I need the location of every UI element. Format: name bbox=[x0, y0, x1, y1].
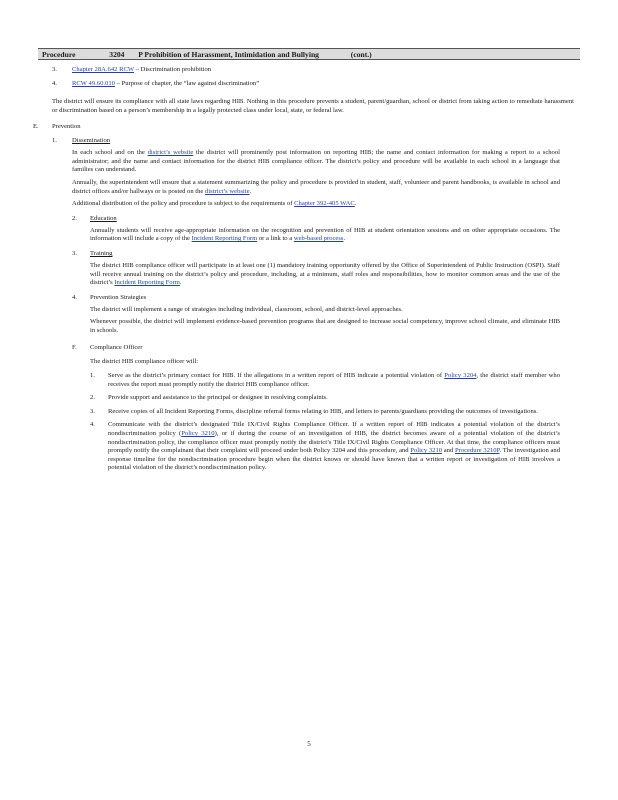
strategies-paragraph-2: Whenever possible, the district will implement evidence-based prevention programs that are designed to increase social competency, improve school climate, and eliminate HIB in schools. bbox=[90, 318, 560, 334]
district-website-link-2[interactable]: district’s website bbox=[205, 187, 250, 195]
list-number: 3. bbox=[52, 66, 57, 73]
list-item bbox=[0, 394, 618, 403]
rcw-49-link[interactable]: RCW 49.60.010 bbox=[72, 80, 115, 87]
policy-3204-link[interactable]: Policy 3204 bbox=[444, 372, 477, 380]
policy-3210-link[interactable]: Policy 3210 bbox=[181, 430, 215, 438]
section-title: Compliance Officer bbox=[90, 343, 143, 351]
section-letter: E. bbox=[33, 123, 39, 131]
list-number: 1. bbox=[90, 372, 95, 380]
subsection-heading bbox=[0, 137, 618, 149]
education-paragraph: Annually students will receive age-appropriate information on the recognition and prevention of HIB at student orientation sessions and on other appropriate occasions. The information will include a copy of the Incident Reporting Form or a link to a web-based process. bbox=[90, 226, 560, 243]
list-text: Receive copies of all Incident Reporting Forms, discipline referral forms relating to HIB, and letters to parents/guardians providing the outcomes of investigations. bbox=[108, 407, 538, 415]
procedure-title: Prohibition of Harassment, Intimidation and Bullying bbox=[144, 50, 319, 59]
compliance-officer-intro: The district HIB compliance officer will: bbox=[90, 357, 199, 365]
list-text: – Discrimination prohibition bbox=[133, 66, 212, 73]
subsection-number: 4. bbox=[72, 293, 77, 301]
section-title: Prevention bbox=[52, 123, 81, 131]
section-e-heading bbox=[0, 123, 618, 137]
subsection-title: Dissemination bbox=[72, 137, 111, 145]
list-item bbox=[0, 372, 618, 389]
list-text: – Purpose of chapter, the “law against discrimination” bbox=[114, 80, 260, 87]
page-number: 5 bbox=[307, 740, 311, 748]
subsection-heading bbox=[0, 215, 618, 227]
web-based-process-link[interactable]: web-based process bbox=[293, 235, 344, 243]
list-number: 4. bbox=[90, 421, 95, 429]
list-number: 2. bbox=[90, 394, 95, 402]
list-number: 3. bbox=[90, 407, 95, 415]
list-text: Serve as the district’s primary contact for HIB. If the allegations in a written report of HIB indicate a potential violation of Policy 3204, the district staff member who receives the report must promptly notify the district HIB compliance officer. bbox=[108, 372, 560, 388]
document-body bbox=[0, 66, 618, 473]
wac-chapter-link[interactable]: Chapter 392-405 WAC bbox=[294, 200, 355, 208]
rcw-chapter-link[interactable]: Chapter 28A.642 RCW bbox=[72, 66, 134, 73]
section-letter: F. bbox=[72, 343, 77, 351]
subsection-number: 3. bbox=[72, 249, 77, 257]
list-item bbox=[0, 66, 618, 80]
dissemination-paragraph-1: In each school and on the district’s website the district will prominently post information on reporting HIB; the name and contact information for making a report to a school administrator; and the name and contact information for the district HIB compliance officer. The district’s policy and procedure will be available in each school in a language that families can understand. bbox=[72, 149, 560, 174]
compliance-paragraph: The district will ensure its compliance with all state laws regarding HIB. Nothing in this procedure prevents a student, parent/guardian, school or district from taking action to remediate harassment or discrimination based on a person’s membership in a legally protected class under local, state, or federal law. bbox=[52, 98, 574, 114]
strategies-paragraph-1: The district will implement a range of strategies including individual, classroom, school, and district-level approaches. bbox=[90, 305, 403, 313]
district-website-link[interactable]: district’s website bbox=[147, 149, 194, 157]
training-paragraph: The district HIB compliance officer will participate in at least one (1) mandatory training opportunity offered by the Office of Superintendent of Public Instruction (OSPI). Staff will receive annual training on the district’s policy and procedure, including, at a minimum, staff roles and responsibilities, how to monitor common areas and the use of the district’s Incident Reporting Form. bbox=[90, 261, 560, 287]
list-item bbox=[0, 408, 618, 417]
dissemination-paragraph-3: Additional distribution of the policy and procedure is subject to the requirements of Chapter 392-405 WAC. bbox=[72, 200, 357, 208]
subsection-heading bbox=[0, 294, 618, 306]
procedure-header bbox=[38, 48, 580, 60]
list-item bbox=[0, 421, 618, 473]
incident-reporting-form-link[interactable]: Incident Reporting Form bbox=[191, 235, 258, 243]
list-text: Provide support and assistance to the principal or designee in resolving complaints. bbox=[108, 394, 328, 402]
list-number: 4. bbox=[52, 80, 57, 87]
procedure-cont: (cont.) bbox=[350, 50, 372, 59]
section-f-heading bbox=[0, 344, 618, 358]
procedure-label: Procedure bbox=[42, 50, 76, 59]
list-item bbox=[0, 80, 618, 98]
list-text: Communicate with the district’s designated Title IX/Civil Rights Compliance Officer. If a written report of HIB indicates a potential violation of the district’s nondiscrimination policy (Policy 3210), or if during the course of an investigation of HIB, the district becomes aware of a potential violation of the district’s nondiscrimination policy, the compliance officer must promptly notify the district’s Title IX/Civil Rights Compliance Officer. At that time, the compliance officers must promptly notify the complainant that their complaint will proceed under both Policy 3204 and this procedure, and Policy 3210 and Procedure 3210P. The investigation and response timeline for the nondiscrimination procedure begin when the district knows or should have known that a written report or investigation of HIB involves a potential violation of the district’s nondiscrimination policy. bbox=[108, 421, 560, 472]
dissemination-paragraph-2: Annually, the superintendent will ensure that a statement summarizing the policy and procedure is provided in student, staff, volunteer and parent handbooks, is available in school and district offices and/or hallways or is posted on the district’s website. bbox=[72, 178, 560, 195]
subsection-title: Prevention Strategies bbox=[90, 293, 147, 301]
subsection-title: Training bbox=[90, 249, 113, 257]
incident-reporting-form-link-2[interactable]: Incident Reporting Form bbox=[114, 279, 180, 287]
subsection-number: 2. bbox=[72, 214, 77, 222]
procedure-3210p-link[interactable]: Procedure 3210P bbox=[454, 447, 500, 455]
procedure-number: 3204 bbox=[109, 50, 125, 59]
subsection-title: Education bbox=[90, 214, 117, 222]
procedure-prefix: P bbox=[138, 50, 143, 59]
policy-3210-link-2[interactable]: Policy 3210 bbox=[410, 447, 443, 455]
subsection-number: 1. bbox=[52, 137, 57, 145]
subsection-heading bbox=[0, 250, 618, 262]
